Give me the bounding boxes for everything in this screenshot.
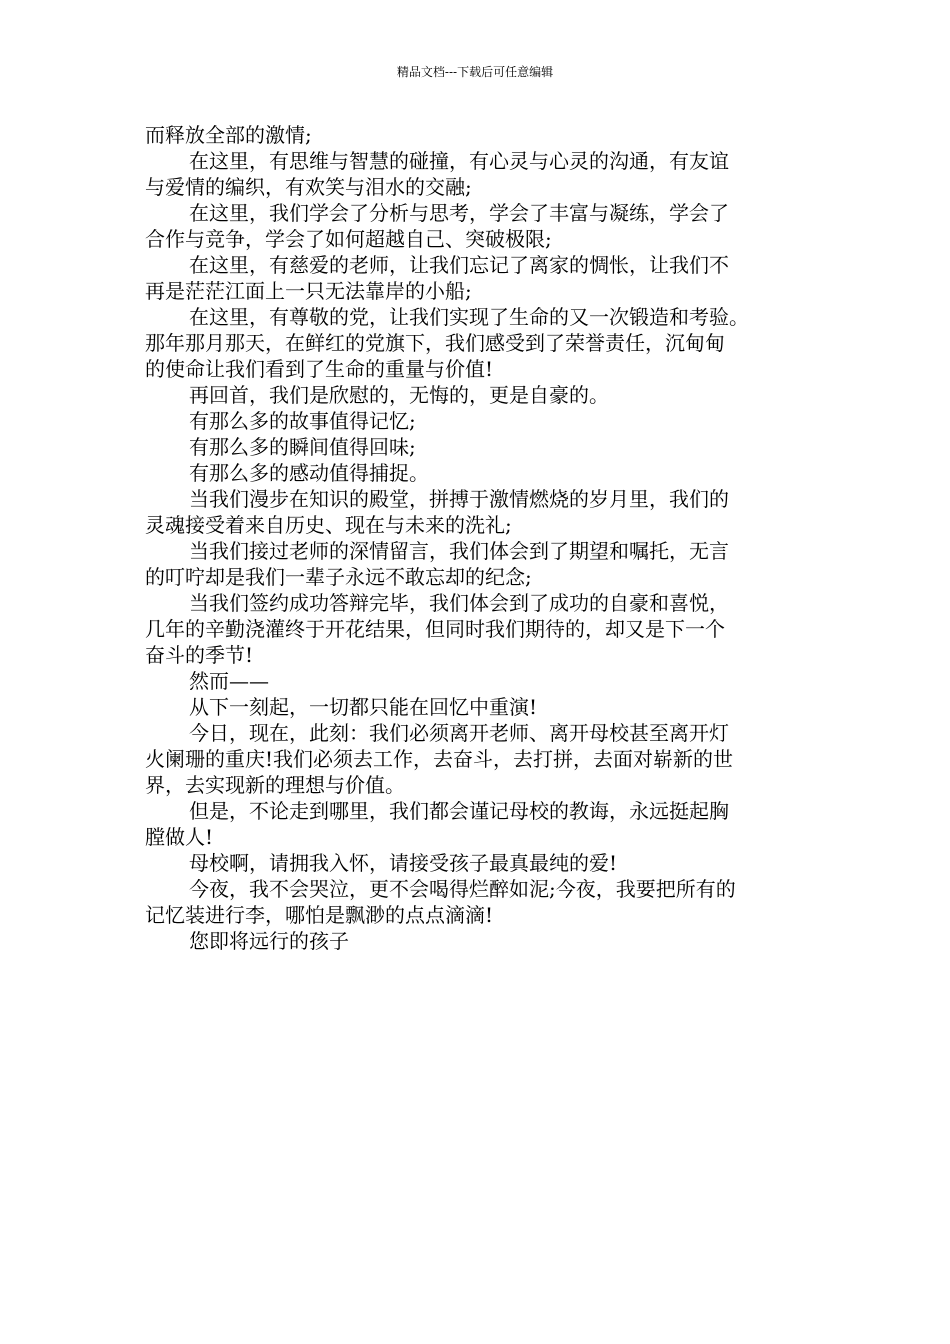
text-line: 在这里，有尊敬的党，让我们实现了生命的又一次锻造和考验。 — [189, 305, 749, 329]
text-line: 奋斗的季节! — [145, 643, 254, 667]
text-line: 但是，不论走到哪里，我们都会谨记母校的教诲，永远挺起胸 — [189, 799, 729, 823]
text-line: 您即将远行的孩子 — [189, 929, 349, 953]
document-body — [145, 122, 820, 954]
text-line: 今日，现在，此刻：我们必须离开老师、离开母校甚至离开灯 — [189, 721, 729, 745]
text-line: 当我们接过老师的深情留言，我们体会到了期望和嘱托，无言 — [189, 539, 729, 563]
text-line: 在这里，有思维与智慧的碰撞，有心灵与心灵的沟通，有友谊 — [189, 149, 729, 173]
text-line: 然而—— — [189, 669, 269, 693]
text-line: 从下一刻起，一切都只能在回忆中重演! — [189, 695, 538, 719]
text-line: 记忆装进行李，哪怕是飘渺的点点滴滴! — [145, 903, 494, 927]
text-line: 再回首，我们是欣慰的，无悔的，更是自豪的。 — [189, 383, 609, 407]
text-line: 有那么多的故事值得记忆; — [189, 409, 416, 433]
text-line: 而释放全部的激情; — [145, 123, 312, 147]
text-line: 当我们漫步在知识的殿堂，拼搏于激情燃烧的岁月里，我们的 — [189, 487, 729, 511]
text-line: 当我们签约成功答辩完毕，我们体会到了成功的自豪和喜悦， — [189, 591, 729, 615]
text-line: 合作与竞争，学会了如何超越自己、突破极限; — [145, 227, 552, 251]
text-line: 有那么多的瞬间值得回味; — [189, 435, 416, 459]
text-line: 的叮咛却是我们一辈子永远不敢忘却的纪念; — [145, 565, 532, 589]
text-line: 的使命让我们看到了生命的重量与价值! — [145, 357, 494, 381]
text-line: 几年的辛勤浇灌终于开花结果，但同时我们期待的，却又是下一个 — [145, 617, 725, 641]
text-line: 有那么多的感动值得捕捉。 — [189, 461, 429, 485]
text-line: 界，去实现新的理想与价值。 — [145, 773, 405, 797]
text-line: 今夜，我不会哭泣，更不会喝得烂醉如泥;今夜，我要把所有的 — [189, 877, 736, 901]
text-line: 灵魂接受着来自历史、现在与未来的洗礼; — [145, 513, 512, 537]
text-line: 再是茫茫江面上一只无法靠岸的小船; — [145, 279, 472, 303]
text-line: 那年那月那天，在鲜红的党旗下，我们感受到了荣誉责任，沉甸甸 — [145, 331, 725, 355]
text-line: 火阑珊的重庆!我们必须去工作，去奋斗，去打拼，去面对崭新的世 — [145, 747, 734, 771]
text-line: 与爱情的编织，有欢笑与泪水的交融; — [145, 175, 472, 199]
text-line: 母校啊，请拥我入怀，请接受孩子最真最纯的爱! — [189, 851, 618, 875]
page-header: 精品文档---下载后可任意编辑 — [396, 65, 554, 79]
text-line: 膛做人! — [145, 825, 214, 849]
text-line: 在这里，有慈爱的老师，让我们忘记了离家的惆怅，让我们不 — [189, 253, 729, 277]
text-line: 在这里，我们学会了分析与思考，学会了丰富与凝练，学会了 — [189, 201, 729, 225]
